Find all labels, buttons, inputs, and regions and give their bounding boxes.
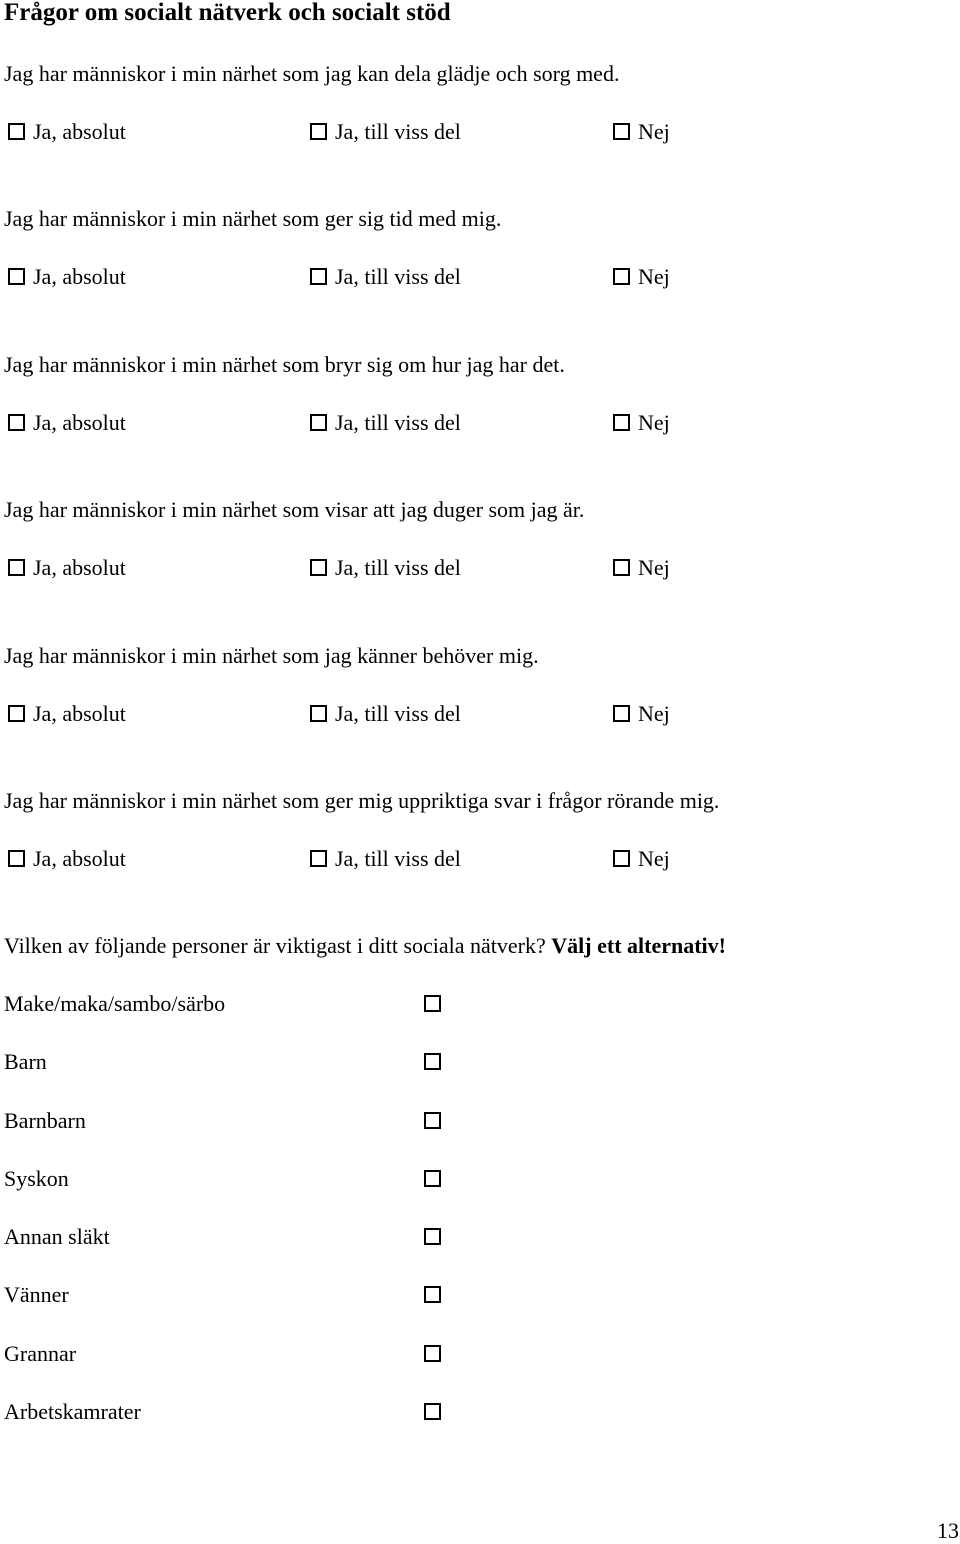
person-label-vanner: Vänner [4,1282,69,1307]
option-label: Ja, absolut [33,410,126,435]
q2-option-ja-till-viss-del[interactable] [310,264,461,290]
checkbox-icon [310,414,327,431]
q2-option-nej[interactable] [613,264,670,290]
option-label: Ja, till viss del [335,410,461,435]
q6-option-ja-absolut[interactable] [8,846,126,872]
person-checkbox-arbetskamrater[interactable] [424,1403,441,1420]
checkbox-icon [8,559,25,576]
q6-option-ja-till-viss-del[interactable] [310,846,461,872]
person-label-arbetskamrater: Arbetskamrater [4,1399,141,1424]
q5-option-ja-absolut[interactable] [8,701,126,727]
checkbox-icon [8,705,25,722]
checkbox-icon [8,850,25,867]
person-label-annan-slakt: Annan släkt [4,1224,110,1249]
checkbox-icon [613,705,630,722]
person-checkbox-syskon[interactable] [424,1170,441,1187]
option-label: Ja, till viss del [335,264,461,289]
q5-option-nej[interactable] [613,701,670,727]
q3-option-ja-absolut[interactable] [8,410,126,436]
checkbox-icon [613,850,630,867]
checkbox-icon [613,559,630,576]
checkbox-icon [310,268,327,285]
q3-option-ja-till-viss-del[interactable] [310,410,461,436]
person-checkbox-barnbarn[interactable] [424,1112,441,1129]
choice-question-text: Vilken av följande personer är viktigast i ditt sociala nätverk? [4,933,546,958]
checkbox-icon [613,123,630,140]
page-title: Frågor om socialt nätverk och socialt stöd [4,0,451,26]
q4-option-ja-till-viss-del[interactable] [310,555,461,581]
question-3-text: Jag har människor i min närhet som bryr sig om hur jag har det. [4,352,565,377]
person-label-grannar: Grannar [4,1341,77,1366]
q3-option-nej[interactable] [613,410,670,436]
option-label: Ja, absolut [33,701,126,726]
q4-option-ja-absolut[interactable] [8,555,126,581]
person-checkbox-annan-slakt[interactable] [424,1228,441,1245]
q5-option-ja-till-viss-del[interactable] [310,701,461,727]
option-label: Nej [638,410,670,435]
option-label: Ja, absolut [33,264,126,289]
option-label: Nej [638,264,670,289]
option-label: Ja, till viss del [335,701,461,726]
question-6-text: Jag har människor i min närhet som ger mig uppriktiga svar i frågor rörande mig. [4,788,720,813]
person-checkbox-grannar[interactable] [424,1345,441,1362]
checkbox-icon [8,123,25,140]
q1-option-ja-absolut[interactable] [8,119,126,145]
q4-option-nej[interactable] [613,555,670,581]
page-number: 13 [937,1518,959,1543]
choice-question [4,933,726,959]
option-label: Ja, absolut [33,555,126,580]
person-checkbox-make-maka[interactable] [424,995,441,1012]
q1-option-ja-till-viss-del[interactable] [310,119,461,145]
q1-option-nej[interactable] [613,119,670,145]
option-label: Ja, absolut [33,119,126,144]
person-checkbox-barn[interactable] [424,1053,441,1070]
option-label: Nej [638,846,670,871]
question-5-text: Jag har människor i min närhet som jag känner behöver mig. [4,643,539,668]
person-label-syskon: Syskon [4,1166,69,1191]
checkbox-icon [8,414,25,431]
checkbox-icon [613,414,630,431]
q6-option-nej[interactable] [613,846,670,872]
q2-option-ja-absolut[interactable] [8,264,126,290]
option-label: Ja, till viss del [335,119,461,144]
choice-question-instruction: Välj ett alternativ! [551,933,726,958]
person-label-barnbarn: Barnbarn [4,1108,86,1133]
option-label: Ja, absolut [33,846,126,871]
checkbox-icon [310,123,327,140]
person-label-barn: Barn [4,1049,47,1074]
question-1-text: Jag har människor i min närhet som jag kan dela glädje och sorg med. [4,61,620,86]
option-label: Nej [638,701,670,726]
checkbox-icon [310,850,327,867]
checkbox-icon [310,559,327,576]
checkbox-icon [613,268,630,285]
option-label: Ja, till viss del [335,555,461,580]
option-label: Ja, till viss del [335,846,461,871]
option-label: Nej [638,555,670,580]
question-2-text: Jag har människor i min närhet som ger sig tid med mig. [4,206,502,231]
question-4-text: Jag har människor i min närhet som visar att jag duger som jag är. [4,497,585,522]
checkbox-icon [8,268,25,285]
person-checkbox-vanner[interactable] [424,1286,441,1303]
option-label: Nej [638,119,670,144]
checkbox-icon [310,705,327,722]
person-label-make-maka: Make/maka/sambo/särbo [4,991,226,1016]
